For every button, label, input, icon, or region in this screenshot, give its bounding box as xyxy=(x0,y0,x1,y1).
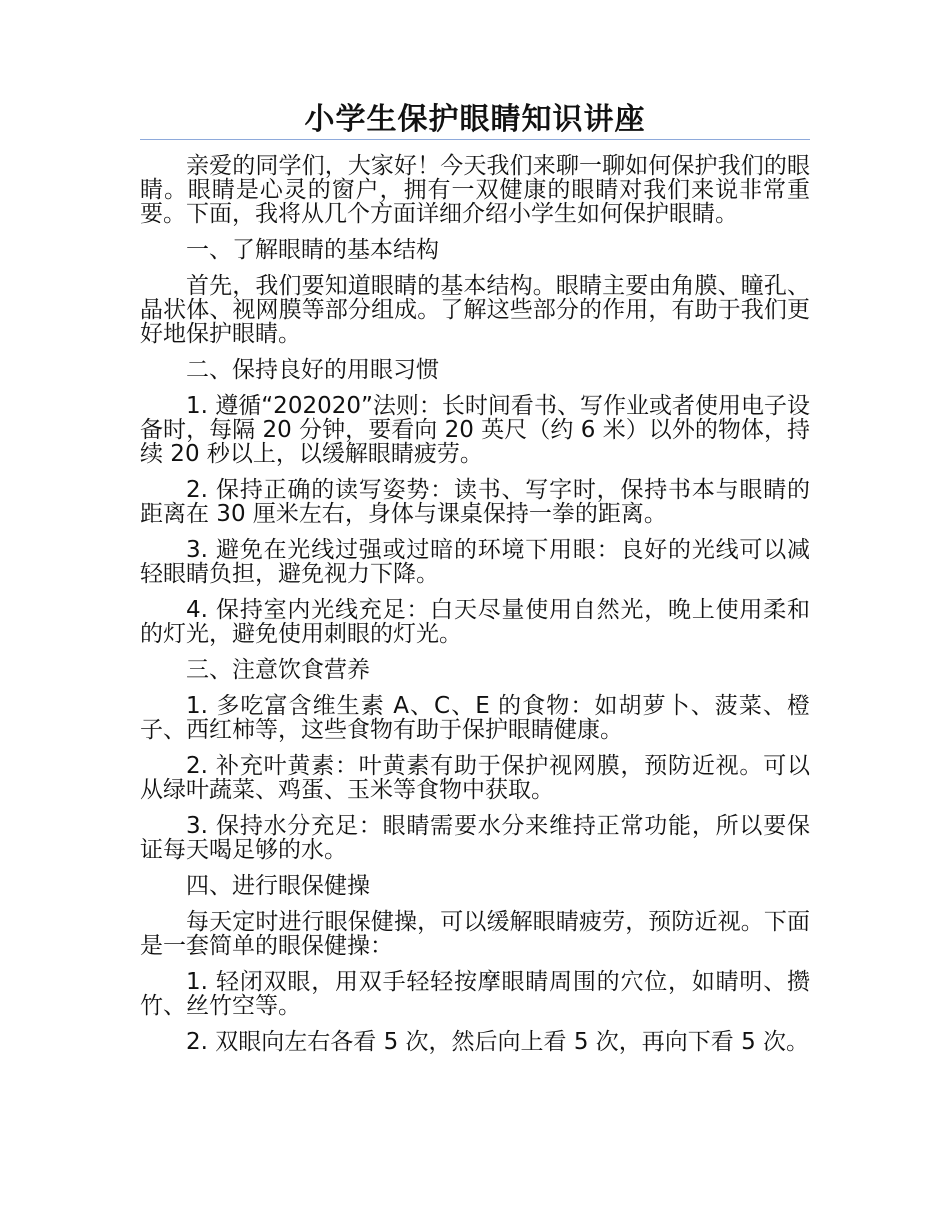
page-title: 小学生保护眼睛知识讲座 xyxy=(304,102,646,137)
habit-item-2: 2. 保持正确的读写姿势：读书、写字时，保持书本与眼睛的距离在 30 厘米左右，身体与课桌保持一拳的距离。 xyxy=(140,477,810,527)
exercise-item-1: 1. 轻闭双眼，用双手轻轻按摩眼睛周围的穴位，如睛明、攒竹、丝竹空等。 xyxy=(140,969,810,1019)
diet-item-1: 1. 多吃富含维生素 A、C、E 的食物：如胡萝卜、菠菜、橙子、西红柿等，这些食物有助于保护眼睛健康。 xyxy=(140,693,810,743)
exercise-item-2: 2. 双眼向左右各看 5 次，然后向上看 5 次，再向下看 5 次。 xyxy=(186,1029,810,1055)
exercise-intro-paragraph: 每天定时进行眼保健操，可以缓解眼睛疲劳，预防近视。下面是一套简单的眼保健操： xyxy=(140,909,810,959)
diet-item-3: 3. 保持水分充足：眼睛需要水分来维持正常功能，所以要保证每天喝足够的水。 xyxy=(140,813,810,863)
title-underline xyxy=(140,139,810,140)
section-heading-diet: 三、注意饮食营养 xyxy=(186,657,370,683)
structure-paragraph: 首先，我们要知道眼睛的基本结构。眼睛主要由角膜、瞳孔、晶状体、视网膜等部分组成。了解这些部分的作用，有助于我们更好地保护眼睛。 xyxy=(140,273,810,347)
diet-item-2: 2. 补充叶黄素：叶黄素有助于保护视网膜，预防近视。可以从绿叶蔬菜、鸡蛋、玉米等食物中获取。 xyxy=(140,753,810,803)
document-body xyxy=(140,154,810,1066)
section-heading-habits: 二、保持良好的用眼习惯 xyxy=(186,357,439,383)
habit-item-4: 4. 保持室内光线充足：白天尽量使用自然光，晚上使用柔和的灯光，避免使用刺眼的灯光。 xyxy=(140,597,810,647)
habit-item-1: 1. 遵循“202020”法则：长时间看书、写作业或者使用电子设备时，每隔 20 分钟，要看向 20 英尺（约 6 米）以外的物体，持续 20 秒以上，以缓解眼睛疲劳。 xyxy=(140,393,810,467)
section-heading-structure: 一、了解眼睛的基本结构 xyxy=(186,237,439,263)
section-heading-eye-exercise: 四、进行眼保健操 xyxy=(186,873,370,899)
habit-item-3: 3. 避免在光线过强或过暗的环境下用眼：良好的光线可以减轻眼睛负担，避免视力下降。 xyxy=(140,537,810,587)
intro-paragraph: 亲爱的同学们，大家好！今天我们来聊一聊如何保护我们的眼睛。眼睛是心灵的窗户，拥有一双健康的眼睛对我们来说非常重要。下面，我将从几个方面详细介绍小学生如何保护眼睛。 xyxy=(140,153,810,227)
